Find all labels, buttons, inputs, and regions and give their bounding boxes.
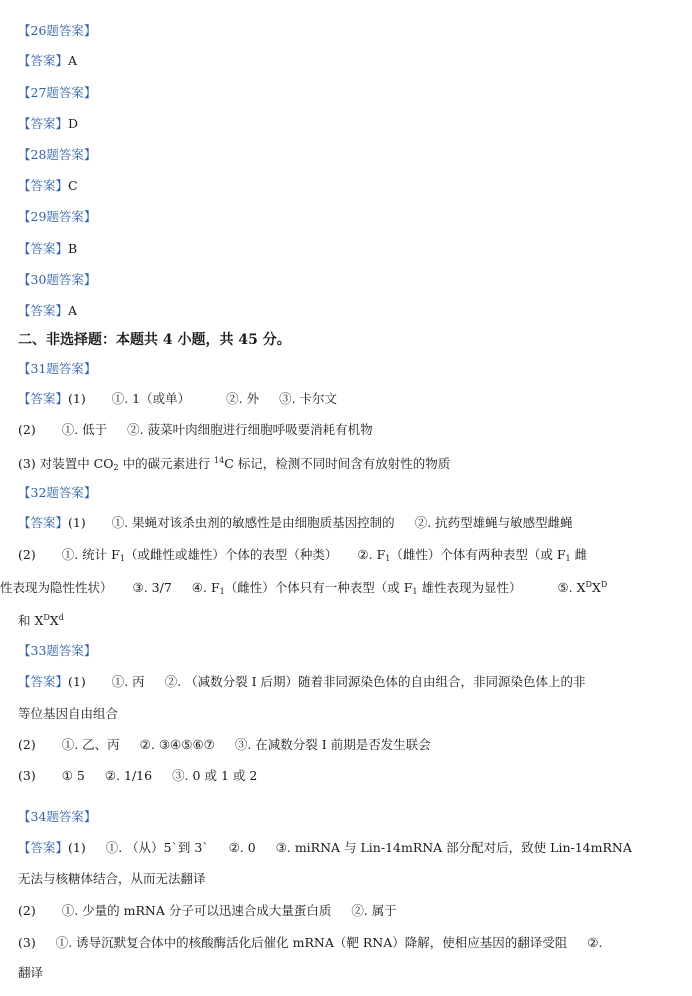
q34-part3-cont: 翻译 (18, 965, 44, 980)
answer-value: B (68, 241, 78, 256)
q29-answer (18, 240, 674, 258)
sub-answer: ②. 菠菜叶肉细胞进行细胞呼吸要消耗有机物 (127, 422, 373, 437)
sub-answer: ①. 少量的 mRNA 分子可以迅速合成大量蛋白质 (61, 903, 332, 918)
answer-label: 【答案】 (18, 178, 69, 193)
part-number: (2) (18, 547, 36, 562)
answer-label: 【答案】 (18, 53, 69, 68)
sub-answer: ②. 1/16 (104, 768, 153, 783)
q31-header: 【31题答案】 (18, 361, 97, 376)
q34-part1-cont: 无法与核糖体结合，从而无法翻译 (18, 871, 206, 886)
sub-answer: ③. 卡尔文 (279, 391, 338, 406)
q31-part3: (3) 对装置中 $CO_2$ 中的碳元素进行 $^{14}$C 标记，检测不同时间含有放射性的物质 (18, 456, 451, 472)
part-number: (1) (68, 515, 86, 530)
q32-part1 (18, 514, 674, 532)
sub-answer: ②. （减数分裂 I 后期）随着非同源染色体的自由组合，非同源染色体上的非 (164, 674, 586, 689)
q34-part2 (18, 902, 674, 920)
answer-label: 【答案】 (18, 116, 69, 131)
part-number: (3) (18, 456, 36, 471)
q32-header: 【32题答案】 (18, 485, 97, 500)
sub-answer: ①. 低于 (61, 422, 108, 437)
answer-value: A (68, 303, 78, 318)
q30-answer (18, 302, 674, 320)
q30-header: 【30题答案】 (18, 272, 97, 287)
sub-answer: ②. 抗药型雄蝇与敏感型雌蝇 (414, 515, 573, 530)
answer-value: A (68, 53, 78, 68)
answer-value: D (68, 116, 79, 131)
part-number: (1) (68, 840, 86, 855)
q28-answer (18, 177, 674, 195)
part-number: (1) (68, 674, 86, 689)
q31-part1 (18, 390, 674, 408)
answer-label: 【答案】 (18, 515, 69, 530)
q28-header: 【28题答案】 (18, 147, 97, 162)
q34-part1 (18, 839, 674, 857)
q33-part2 (18, 736, 674, 754)
q33-part3 (18, 767, 674, 785)
q33-part1-cont: 等位基因自由组合 (18, 706, 119, 721)
sub-answer: ①. 乙、丙 (61, 737, 120, 752)
q34-part3 (18, 934, 674, 952)
sub-answer: ① 5 (61, 768, 85, 783)
q34-header: 【34题答案】 (18, 809, 97, 824)
q33-header: 【33题答案】 (18, 643, 97, 658)
q27-answer (18, 115, 674, 133)
q29-header: 【29题答案】 (18, 209, 97, 224)
sub-answer: ①. 丙 (111, 674, 145, 689)
sub-answer: ②. ③④⑤⑥⑦ (139, 737, 215, 752)
sub-answer: ③. miRNA 与 Lin-14mRNA 部分配对后，致使 Lin-14mRNA (275, 840, 632, 855)
sub-answer: ②. 0 (228, 840, 256, 855)
part-number: (3) (18, 768, 36, 783)
q31-part2 (18, 421, 674, 439)
answer-value: C (68, 178, 78, 193)
part-number: (1) (68, 391, 86, 406)
sub-answer: ①. 果蝇对该杀虫剂的敏感性是由细胞质基因控制的 (111, 515, 395, 530)
sub-answer: ③. 在减数分裂 I 前期是否发生联会 (234, 737, 431, 752)
part-number: (2) (18, 903, 36, 918)
q26-header: 【26题答案】 (18, 23, 97, 38)
q33-part1 (18, 673, 674, 691)
q32-part2-cont: 性表现为隐性性状） ③. 3/7 ④. $F_1$（雌性）个体只有一种表型（或 $F_1$ 雄性表现为显性） ⑤. $X^DX^D$ (0, 580, 608, 596)
answer-label: 【答案】 (18, 674, 69, 689)
part-number: (3) (18, 935, 36, 950)
answer-label: 【答案】 (18, 241, 69, 256)
sub-answer: ③. 0 或 1 或 2 (172, 768, 258, 783)
answer-label: 【答案】 (18, 303, 69, 318)
q26-answer (18, 52, 674, 70)
q27-header: 【27题答案】 (18, 85, 97, 100)
sub-answer: ①. （从）5`到 3` (105, 840, 209, 855)
part-number: (2) (18, 737, 36, 752)
sub-answer: ②. 属于 (351, 903, 397, 918)
section-title: 二、非选择题：本题共 4 小题，共 45 分。 (18, 332, 291, 348)
answer-label: 【答案】 (18, 840, 69, 855)
sub-answer: ②. 外 (226, 391, 260, 406)
sub-answer: ②. (587, 935, 603, 950)
q32-part2: (2) ①. 统计 $F_1$（或雌性或雄性）个体的表型（种类） ②. $F_1$（雌性）个体有两种表型（或 $F_1$ 雌 (18, 547, 588, 563)
part-number: (2) (18, 422, 36, 437)
sub-answer: ①. 1（或单） (111, 391, 191, 406)
answer-label: 【答案】 (18, 391, 69, 406)
q32-part2-cont2: 和 $X^DX^d$ (18, 613, 64, 628)
sub-answer: ①. 诱导沉默复合体中的核酸酶活化后催化 mRNA（靶 RNA）降解，使相应基因的翻译受阻 (55, 935, 568, 950)
